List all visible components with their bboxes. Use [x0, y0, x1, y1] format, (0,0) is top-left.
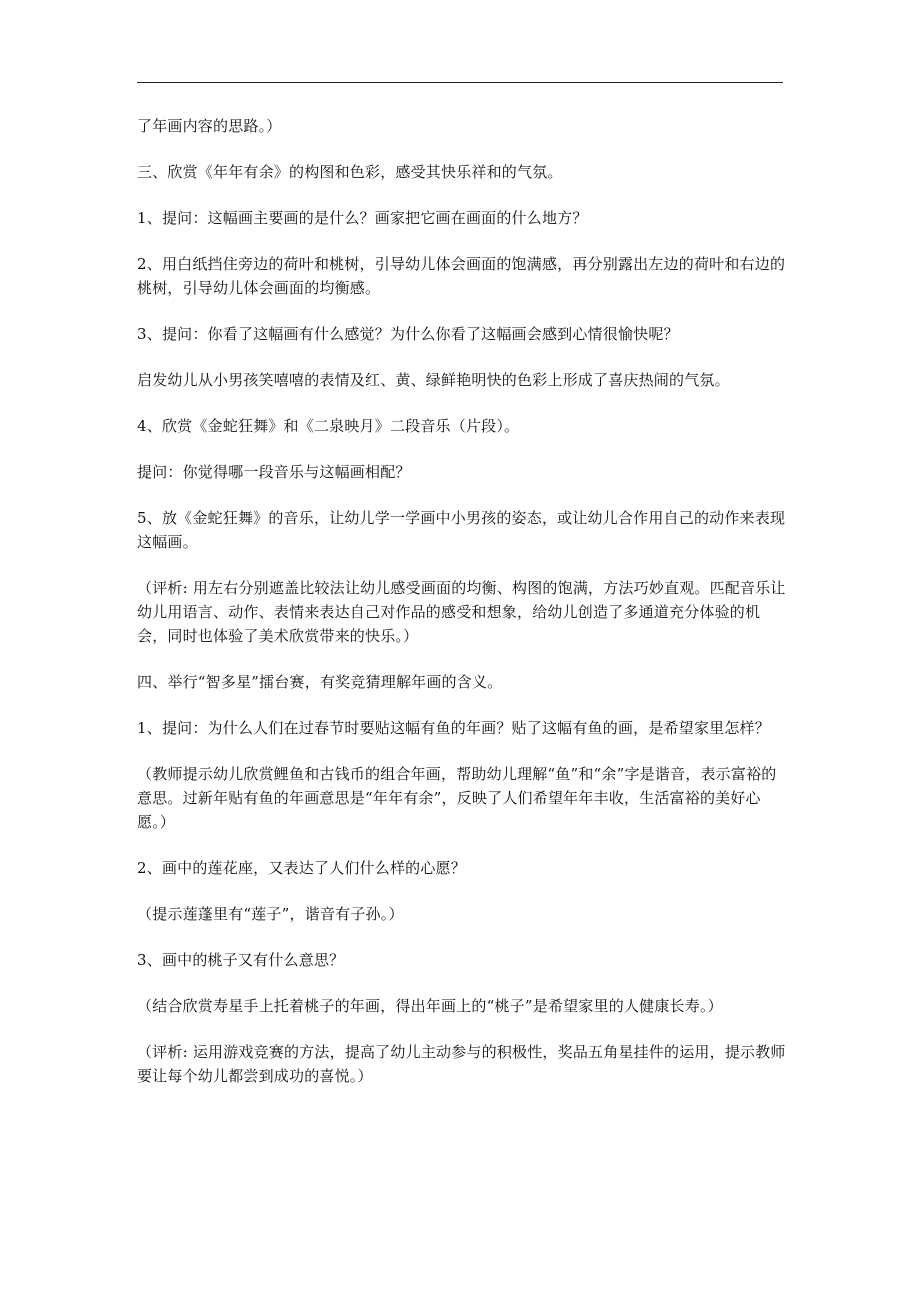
section-heading: 三、欣赏《年年有余》的构图和色彩，感受其快乐祥和的气氛。 — [137, 163, 563, 181]
paragraph: 3、提问：你看了这幅画有什么感觉？为什么你看了这幅画会感到心情很愉快呢？ — [137, 325, 679, 343]
paragraph: 启发幼儿从小男孩笑嘻嘻的表情及红、黄、绿鲜艳明快的色彩上形成了喜庆热闹的气氛。 — [137, 371, 730, 389]
paragraph: 3、画中的桃子又有什么意思？ — [137, 951, 345, 969]
paragraph: 1、提问：这幅画主要画的是什么？画家把它画在画面的什么地方？ — [137, 209, 588, 227]
commentary: （提示莲蓬里有“莲子”，谐音有子孙。） — [137, 905, 404, 923]
commentary: （结合欣赏寿星手上托着桃子的年画，得出年画上的“桃子”是希望家里的人健康长寿。） — [137, 997, 723, 1015]
paragraph: 2、用白纸挡住旁边的荷叶和桃树，引导幼儿体会画面的饱满感，再分别露出左边的荷叶和右边的桃树，引导幼儿体会画面的均衡感。 — [137, 255, 786, 297]
paragraph: 5、放《金蛇狂舞》的音乐，让幼儿学一学画中小男孩的姿态，或让幼儿合作用自己的动作来表现这幅画。 — [137, 509, 786, 551]
paragraph: 2、画中的莲花座，又表达了人们什么样的心愿？ — [137, 859, 466, 877]
header-rule — [137, 82, 783, 83]
section-heading: 四、举行“智多星”擂台赛，有奖竞猜理解年画的含义。 — [137, 673, 503, 691]
paragraph: 了年画内容的思路。） — [137, 117, 282, 135]
commentary: （评析: 运用游戏竞赛的方法，提高了幼儿主动参与的积极性，奖品五角星挂件的运用，提示教师要让每个幼儿都尝到成功的喜悦。） — [137, 1043, 786, 1085]
paragraph: 1、提问：为什么人们在过春节时要贴这幅有鱼的年画？贴了这幅有鱼的画，是希望家里怎样？ — [137, 719, 770, 737]
document-body — [137, 114, 787, 1110]
paragraph: 提问：你觉得哪一段音乐与这幅画相配？ — [137, 463, 411, 481]
paragraph: 4、欣赏《金蛇狂舞》和《二泉映月》二段音乐（片段）。 — [137, 417, 520, 435]
commentary: （教师提示幼儿欣赏鲤鱼和古钱币的组合年画，帮助幼儿理解“鱼”和“余”字是谐音，表示富裕的意思。过新年贴有鱼的年画意思是“年年有余”，反映了人们希望年年丰收，生活富裕的美好心愿。） — [137, 765, 777, 831]
commentary: （评析: 用左右分别遮盖比较法让幼儿感受画面的均衡、构图的饱满，方法巧妙直观。匹配音乐让幼儿用语言、动作、表情来表达自己对作品的感受和想象，给幼儿创造了多通道充分体验的机会，同时也体验了美术欣赏带来的快乐。） — [137, 579, 786, 645]
